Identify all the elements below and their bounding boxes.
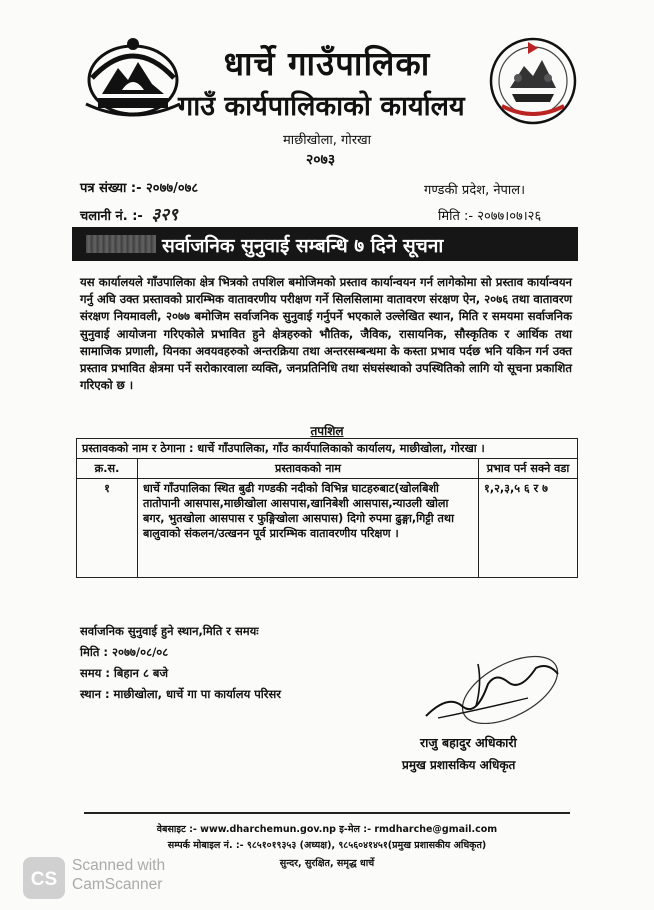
hearing-heading: सर्वाजनिक सुनुवाई हुने स्थान,मिति र समयः [80, 624, 259, 638]
footer-phone: सम्पर्क मोबाइल नं. :- ९८५१०१९३५३ (अध्यक्ष), ९८५६०४१४५१(प्रमुख प्रशासकीय अधिकृत) [167, 840, 487, 851]
row-wards: १,२,३,५ ६ र ७ [479, 479, 578, 578]
dispatch-number [80, 202, 178, 225]
camscanner-watermark [72, 856, 165, 894]
office-title: धार्चे गाउँपालिका [223, 44, 431, 83]
notice-body: यस कार्यालयले गाँउपालिका क्षेत्र भित्रको तपशिल बमोजिमको प्रस्ताव कार्यान्वयन गर्न लागेकोमा सो प्रस्ताव कार्यान्वयन गर्नु अघि उक्त प्रस्तावको प्रारम्भिक वातावरणीय परीक्षण गर्ने सिलसिलामा वातावरण संरक्षण ऐन, २०७६ तथा वातावरण संरक्षण नियमावली, २०७७ बमोजिम सर्वाजनिक सुनुवाई गर्नुपर्ने भएकाले उल्लेखित स्थान, मिति र समयमा सर्वाजनिक सुनुवाई आयोजना गरिएकोले प्रभावित हुने क्षेत्रहरुको भौतिक, जैविक, रासायनिक, सौस्कृतिक र आर्थिक तथा सामाजिक प्रणाली, यिनका अवयवहरुको अन्तरक्रिया तथा अन्तरसम्बन्धमा के कस्ता प्रभाव पर्दछ भनि यकिन गर्न उक्त प्रस्ताव प्रभावित क्षेत्रमा पर्ने सरोकारवाला व्यक्ति, जनप्रतिनिधि तथा संघसंस्थाको उपस्थितिको लागि यो सूचना प्रकाशित गरिएको छ । [80, 275, 572, 393]
office-address: माछीखोला, गोरखा [282, 133, 372, 148]
letter-number-value: २०७७/०७८ [146, 181, 199, 196]
header-wards: प्रभाव पर्न सक्ने वडा [479, 459, 578, 479]
date-label: मिति :- [438, 209, 474, 224]
table-header-row [77, 459, 578, 479]
signer-name: राजु बहादुर अधिकारी [420, 735, 517, 750]
row-name: धार्चे गाँउपालिका स्थित बुढी गण्डकी नदीको विभिन्न घाटहरुबाट(खोलबिशी तातोपानी आसपास,माछीखोला आसपास,खानिबेशी आसपास,न्याउली खोला बगर, भुतखोला आसपास र फुङ्गिखोला आसपास) दिगो रुपमा ढुङ्गा,गिट्टी तथा बालुवाको संकलन/उत्खनन पूर्व प्रारम्भिक वातावरणीय परिक्षण । [138, 479, 479, 578]
camscanner-logo [22, 856, 66, 900]
dispatch-number-label: चलानी नं. :- [80, 209, 143, 224]
footer-divider [84, 812, 570, 814]
watermark-line1: Scanned with [72, 857, 166, 874]
footer-web-email: वेबसाइट :- www.dharchemun.gov.np इ-मेल :- rmdharche@gmail.com [156, 824, 498, 835]
watermark-line2: CamScanner [72, 876, 163, 893]
office-subtitle: गाउँ कार्यपालिकाको कार्यालय [178, 91, 465, 122]
hearing-date: मिति : २०७७/०८/०८ [80, 645, 169, 659]
header-sn: क्र.स. [77, 459, 138, 479]
details-table [76, 438, 578, 578]
signer-title: प्रमुख प्रशासकिय अधिकृत [402, 758, 516, 772]
letter-number [80, 178, 198, 196]
letter-number-label: पत्र संख्या :- [80, 181, 142, 196]
notice-banner [72, 227, 578, 261]
table-row [77, 479, 578, 578]
row-sn: १ [77, 479, 138, 578]
hearing-time: समय : बिहान ८ बजे [80, 666, 169, 680]
province-text: गण्डकी प्रदेश, नेपाल। [424, 183, 526, 198]
date-value: २०७७।०७।२६ [477, 209, 542, 224]
dispatch-number-value: ३२९ [151, 205, 178, 225]
svg-text:CS: CS [30, 869, 58, 890]
footer-motto: सुन्दर, सुरक्षित, समृद्ध धार्चे [279, 858, 375, 869]
proposer-cell: प्रस्तावकको नाम र ठेगाना : धार्चे गाँउपालिका, गाँउ कार्यपालिकाको कार्यालय, माछीखोला, गोरखा । [77, 439, 578, 459]
hearing-details [80, 621, 281, 705]
hearing-place: स्थान : माछीखोला, धार्चे गा पा कार्यालय परिसर [80, 687, 281, 701]
header-proposer-name: प्रस्तावकको नाम [138, 459, 479, 479]
year-stamp: २०७३ [306, 152, 336, 168]
letter-date [438, 206, 541, 224]
signature-stamp [418, 654, 568, 724]
proposer-row [77, 439, 578, 459]
details-heading: तपशिल [310, 424, 344, 438]
notice-title: सर्वाजनिक सुनुवाई सम्बन्धि ७ दिने सूचना [162, 235, 444, 257]
redacted-block [86, 235, 156, 253]
